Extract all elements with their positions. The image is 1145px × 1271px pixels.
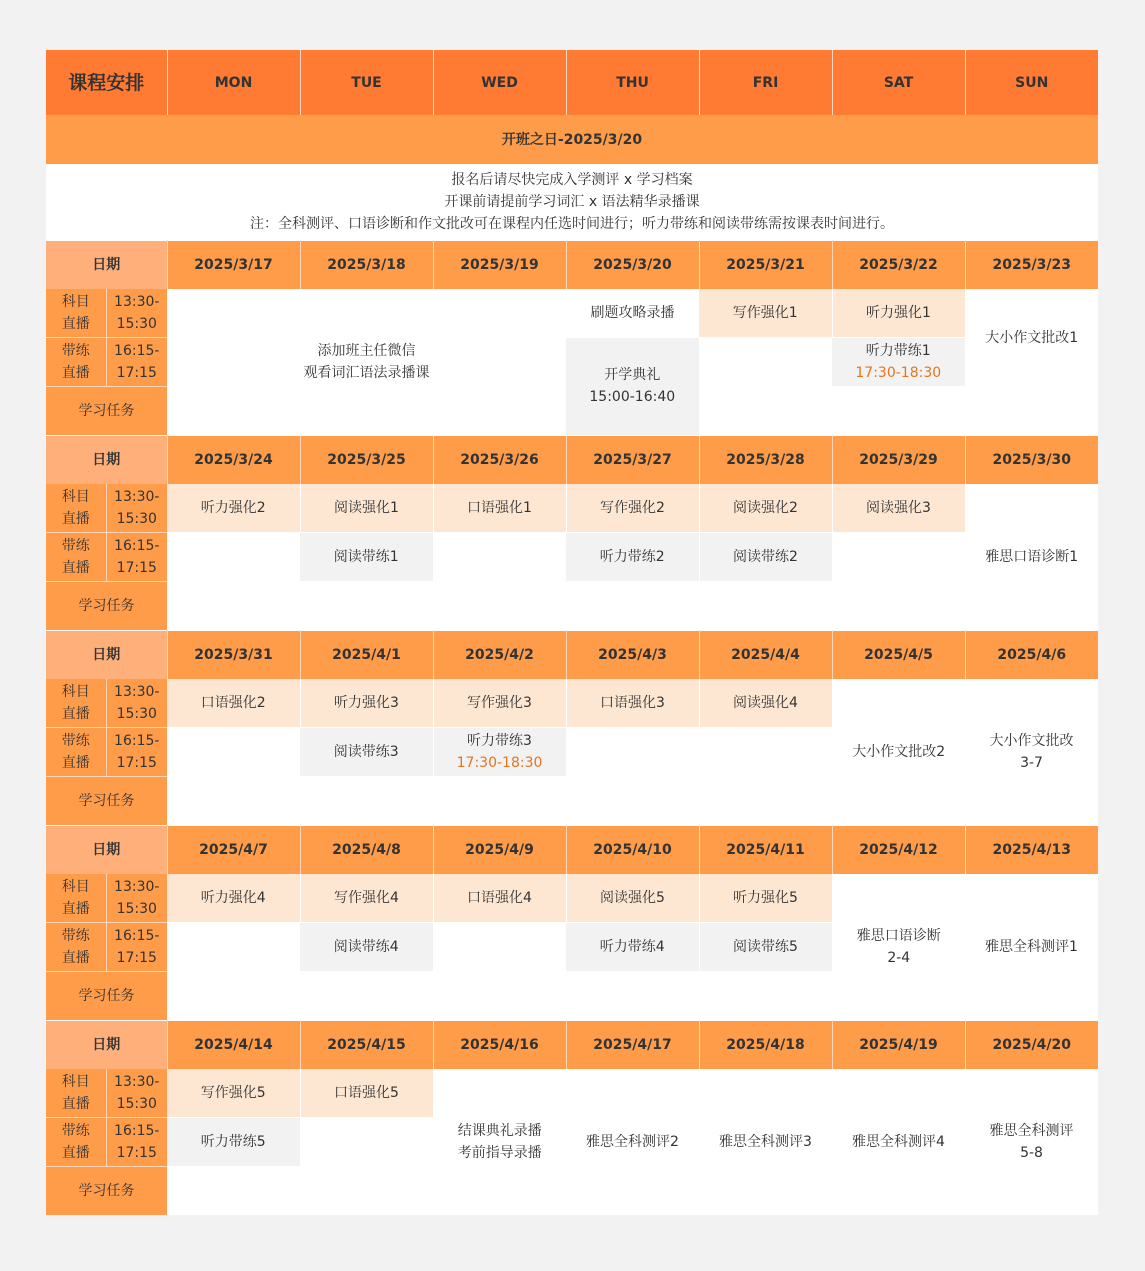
schedule-cell: 雅思全科测评 5-8 [965,1069,1098,1215]
subject-live-time: 13:30- 15:30 [106,679,167,728]
date-cell: 2025/3/27 [566,436,699,485]
subject-live-label: 科目 直播 [46,679,106,728]
schedule-cell: 阅读带练4 [300,923,433,972]
drill-live-label: 带练 直播 [46,338,106,387]
schedule-cell: 听力强化4 [167,874,300,923]
week-date-row [46,1021,1098,1070]
date-cell: 2025/3/31 [167,631,300,680]
date-cell: 2025/4/5 [832,631,965,680]
drill-live-time: 16:15- 17:15 [106,728,167,777]
date-cell: 2025/4/11 [699,826,832,875]
schedule-cell: 雅思全科测评2 [566,1069,699,1215]
note-line: 报名后请尽快完成入学测评 x 学习档案 [451,172,693,188]
schedule-cell [566,972,699,1021]
schedule-cell: 大小作文批改2 [832,679,965,826]
subject-live-label: 科目 直播 [46,1069,106,1118]
notes-row [46,164,1098,241]
banner-row [46,115,1098,164]
schedule-cell: 口语强化2 [167,679,300,728]
drill-live-time: 16:15- 17:15 [106,1118,167,1167]
schedule-cell: 写作强化4 [300,874,433,923]
schedule-cell [433,923,566,972]
schedule-cell: 听力强化2 [167,484,300,533]
date-label: 日期 [46,436,167,485]
subject-live-label: 科目 直播 [46,874,106,923]
date-label: 日期 [46,631,167,680]
schedule-cell [167,728,300,777]
schedule-cell [300,582,433,631]
schedule-cell [167,923,300,972]
date-cell: 2025/3/29 [832,436,965,485]
schedule-cell: 阅读强化2 [699,484,832,533]
study-task-label: 学习任务 [46,972,167,1021]
date-cell: 2025/3/28 [699,436,832,485]
schedule-cell [433,582,566,631]
schedule-cell: 口语强化1 [433,484,566,533]
schedule-cell [832,582,965,631]
date-cell: 2025/4/12 [832,826,965,875]
note-line: 注：全科测评、口语诊断和作文批改可在课程内任选时间进行；听力带练和阅读带练需按课表时间进行。 [250,216,894,232]
schedule-cell: 雅思全科测评1 [965,874,1098,1021]
schedule-cell: 口语强化3 [566,679,699,728]
schedule-cell: 阅读带练3 [300,728,433,777]
day-header-wed: WED [433,50,566,115]
date-cell: 2025/3/22 [832,241,965,290]
day-header-sun: SUN [965,50,1098,115]
subject-live-row [46,874,1098,923]
date-cell: 2025/4/4 [699,631,832,680]
date-cell: 2025/4/20 [965,1021,1098,1070]
schedule-cell [167,972,300,1021]
subject-live-label: 科目 直播 [46,484,106,533]
schedule-cell: 雅思全科测评4 [832,1069,965,1215]
schedule-cell [300,972,433,1021]
schedule-container [46,50,1098,1215]
date-cell: 2025/3/26 [433,436,566,485]
start-date-banner: 开班之日-2025/3/20 [46,115,1098,164]
subject-live-time: 13:30- 15:30 [106,874,167,923]
date-cell: 2025/3/20 [566,241,699,290]
date-cell: 2025/4/17 [566,1021,699,1070]
schedule-cell: 阅读带练2 [699,533,832,582]
study-task-label: 学习任务 [46,777,167,826]
drill-live-time: 16:15- 17:15 [106,533,167,582]
schedule-cell: 听力带练5 [167,1118,300,1167]
date-cell: 2025/3/24 [167,436,300,485]
study-task-label: 学习任务 [46,582,167,631]
schedule-cell [433,777,566,826]
course-schedule-table [46,50,1098,1215]
schedule-cell: 听力带练2 [566,533,699,582]
subject-live-time: 13:30- 15:30 [106,289,167,338]
date-cell: 2025/4/14 [167,1021,300,1070]
header-row [46,50,1098,115]
schedule-cell [699,338,832,387]
date-cell: 2025/4/19 [832,1021,965,1070]
task-row [46,582,1098,631]
schedule-cell [832,533,965,582]
schedule-cell: 听力带练3 17:30-18:30 [433,728,566,777]
week-date-row [46,631,1098,680]
drill-live-label: 带练 直播 [46,533,106,582]
schedule-cell: 阅读带练1 [300,533,433,582]
subject-live-row [46,1069,1098,1118]
schedule-cell [167,777,300,826]
date-cell: 2025/4/3 [566,631,699,680]
schedule-cell: 开学典礼 15:00-16:40 [566,338,699,436]
subject-live-time: 13:30- 15:30 [106,484,167,533]
day-header-sat: SAT [832,50,965,115]
schedule-cell [566,728,699,777]
schedule-cell: 阅读强化4 [699,679,832,728]
schedule-cell [167,533,300,582]
date-cell: 2025/3/21 [699,241,832,290]
date-cell: 2025/3/30 [965,436,1098,485]
schedule-cell [300,777,433,826]
date-cell: 2025/4/15 [300,1021,433,1070]
schedule-cell [699,972,832,1021]
drill-live-time: 16:15- 17:15 [106,923,167,972]
day-header-mon: MON [167,50,300,115]
day-header-fri: FRI [699,50,832,115]
date-cell: 2025/4/10 [566,826,699,875]
date-label: 日期 [46,1021,167,1070]
date-cell: 2025/4/9 [433,826,566,875]
schedule-cell [699,728,832,777]
schedule-cell: 阅读强化1 [300,484,433,533]
schedule-cell: 阅读带练5 [699,923,832,972]
schedule-cell: 阅读强化5 [566,874,699,923]
date-cell: 2025/4/7 [167,826,300,875]
study-task-label: 学习任务 [46,1167,167,1216]
schedule-cell [699,387,832,436]
week-date-row [46,826,1098,875]
schedule-cell: 阅读强化3 [832,484,965,533]
schedule-title: 课程安排 [46,50,167,115]
subject-live-row [46,289,1098,338]
subject-live-row [46,484,1098,533]
subject-live-row [46,679,1098,728]
date-label: 日期 [46,826,167,875]
date-cell: 2025/3/25 [300,436,433,485]
schedule-cell: 听力强化3 [300,679,433,728]
date-cell: 2025/3/17 [167,241,300,290]
schedule-cell: 大小作文批改 3-7 [965,679,1098,826]
day-header-thu: THU [566,50,699,115]
day-header-tue: TUE [300,50,433,115]
drill-live-time: 16:15- 17:15 [106,338,167,387]
date-cell: 2025/4/16 [433,1021,566,1070]
schedule-cell [433,972,566,1021]
schedule-cell: 听力强化5 [699,874,832,923]
schedule-cell [300,1118,433,1167]
date-label: 日期 [46,241,167,290]
date-cell: 2025/4/18 [699,1021,832,1070]
schedule-cell [965,387,1098,436]
schedule-cell: 听力带练4 [566,923,699,972]
schedule-cell: 结课典礼录播 考前指导录播 [433,1069,566,1215]
subject-live-label: 科目 直播 [46,289,106,338]
schedule-cell: 写作强化3 [433,679,566,728]
schedule-cell: 雅思口语诊断1 [965,484,1098,631]
schedule-cell: 口语强化5 [300,1069,433,1118]
schedule-cell: 听力带练1 17:30-18:30 [832,338,965,387]
schedule-cell [566,777,699,826]
date-cell: 2025/4/8 [300,826,433,875]
week-date-row [46,241,1098,290]
date-cell: 2025/4/13 [965,826,1098,875]
schedule-cell [167,582,300,631]
drill-live-label: 带练 直播 [46,1118,106,1167]
date-cell: 2025/4/2 [433,631,566,680]
date-cell: 2025/4/1 [300,631,433,680]
schedule-cell [433,533,566,582]
drill-live-label: 带练 直播 [46,728,106,777]
drill-live-label: 带练 直播 [46,923,106,972]
schedule-cell: 刷题攻略录播 [566,289,699,338]
schedule-cell: 口语强化4 [433,874,566,923]
schedule-cell: 写作强化5 [167,1069,300,1118]
drill-live-row [46,533,1098,582]
date-cell: 2025/3/23 [965,241,1098,290]
schedule-cell: 写作强化2 [566,484,699,533]
schedule-cell: 写作强化1 [699,289,832,338]
schedule-cell [699,582,832,631]
schedule-cell [300,1167,433,1216]
date-cell: 2025/3/19 [433,241,566,290]
schedule-cell [699,777,832,826]
schedule-cell [832,387,965,436]
schedule-cell: 雅思口语诊断 2-4 [832,874,965,1021]
schedule-cell: 大小作文批改1 [965,289,1098,387]
schedule-cell [167,1167,300,1216]
schedule-cell [566,582,699,631]
date-cell: 2025/4/6 [965,631,1098,680]
schedule-cell: 听力强化1 [832,289,965,338]
week-date-row [46,436,1098,485]
schedule-cell: 雅思全科测评3 [699,1069,832,1215]
schedule-cell: 添加班主任微信 观看词汇语法录播课 [167,289,566,436]
subject-live-time: 13:30- 15:30 [106,1069,167,1118]
study-task-label: 学习任务 [46,387,167,436]
note-line: 开课前请提前学习词汇 x 语法精华录播课 [444,194,700,210]
notes-block [46,164,1098,241]
date-cell: 2025/3/18 [300,241,433,290]
